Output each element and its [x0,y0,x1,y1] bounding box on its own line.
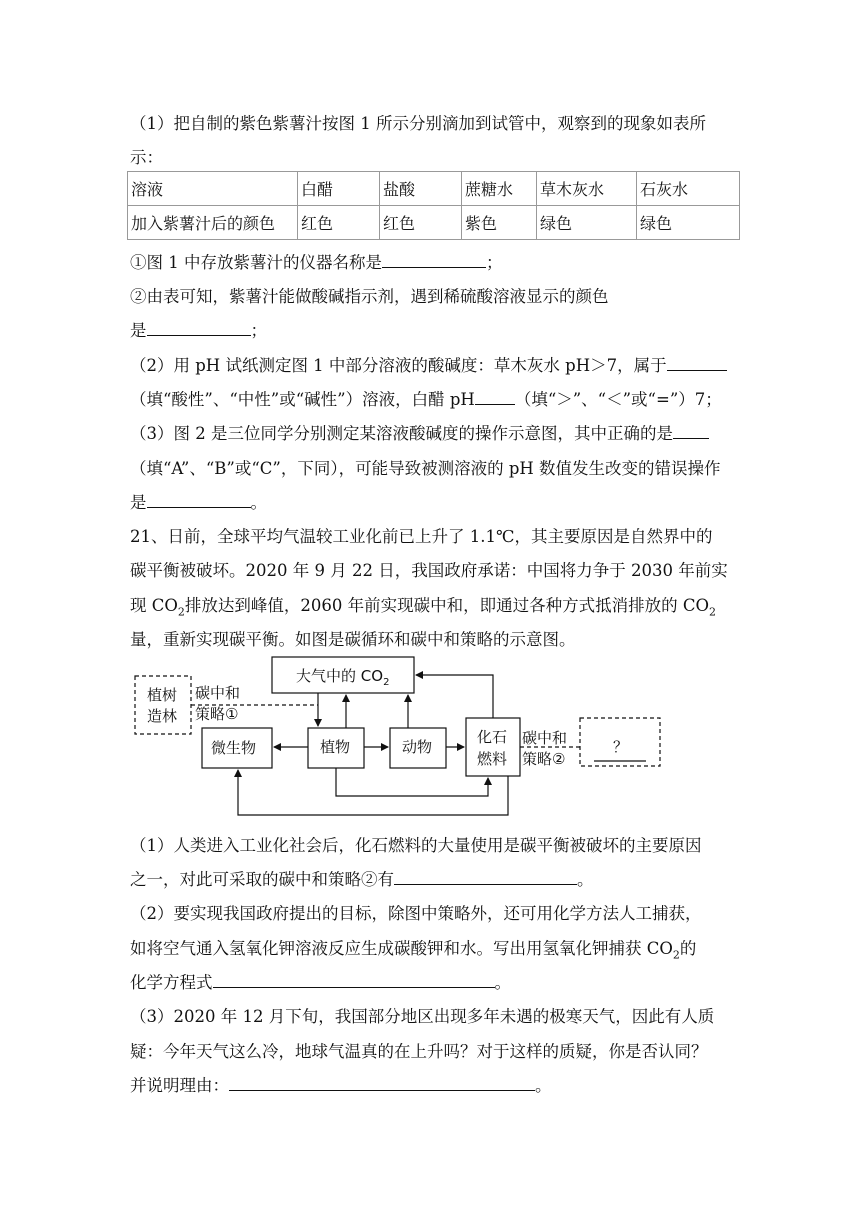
q3-line2: （填“A”、“B”或“C”，下同），可能导致被测溶液的 pH 数值发生改变的错误操作 [130,459,721,478]
a1-end: 。 [577,870,594,889]
microbes-label: 微生物 [211,739,257,757]
strategy1-label-2: 策略① [195,705,239,723]
trees-box [135,676,191,734]
table-cell: 绿色 [637,206,740,240]
a3-end: 。 [535,1076,552,1095]
a1-line2 [130,866,594,890]
strategy2-label-1: 碳中和 [522,729,568,747]
table-cell: 紫色 [462,206,537,240]
q2-text-b: （填“＞”、“＜”或“=”）7； [514,390,722,409]
q21-line4: 量，重新实现碳平衡。如图是碳循环和碳中和策略的示意图。 [130,630,576,649]
sub1-text: ①图 1 中存放紫薯汁的仪器名称是 [130,253,382,272]
answer-blank[interactable] [394,868,577,886]
sub2-text: 是 [130,321,147,340]
subscript-2: 2 [672,948,680,962]
table-cell: 白醋 [298,172,380,206]
table-cell: 盐酸 [380,172,462,206]
a3-line1: （3）2020 年 12 月下旬，我国部分地区出现多年未遇的极寒天气，因此有人质 [130,1007,715,1026]
q2-text-a: （填“酸性”、“中性”或“碱性”）溶液，白醋 pH [130,390,475,409]
answer-blank[interactable] [213,971,495,989]
atmosphere-label: 大气中的 $CO_2$ [296,667,390,688]
a2-line2 [130,935,696,961]
q21-line2: 碳平衡被破坏。2020 年 9 月 22 日，我国政府承诺：中国将力争于 2030 年前实 [130,561,728,580]
strategy2-label-2: 策略② [522,750,566,768]
a2-end: 。 [494,973,511,992]
a2-text3: 化学方程式 [130,973,213,992]
subscript-2: 2 [177,605,185,619]
a2-text-a: 如将空气通入氢氧化钾溶液反应生成碳酸钾和水。写出用氢氧化钾捕获 CO [130,939,673,958]
table-cell: 石灰水 [637,172,740,206]
a3-text3: 并说明理由： [130,1076,229,1095]
fossil-label-2: 燃料 [477,750,508,768]
q3-text: （3）图 2 是三位同学分别测定某溶液酸碱度的操作示意图，其中正确的是 [130,424,673,443]
q1-line2: 示： [130,148,163,167]
q1-line1: （1）把自制的紫色紫薯汁按图 1 所示分别滴加到试管中，观察到的现象如表所 [130,114,706,133]
plants-to-fossil-arrow [336,768,488,796]
table-cell: 加入紫薯汁后的颜色 [128,206,298,240]
a2-text-b: 的 [679,939,697,958]
table-cell: 溶液 [128,172,298,206]
animals-label: 动物 [402,738,433,756]
table-cell: 蔗糖水 [462,172,537,206]
table-cell: 红色 [380,206,462,240]
a2-line1: （2）要实现我国政府提出的目标，除图中策略外，还可用化学方法人工捕获， [130,904,702,923]
table-cell: 草木灰水 [537,172,637,206]
trees-label-2: 造林 [147,707,178,725]
q21-line1: 21、日前，全球平均气温较工业化前已上升了 1.1℃，其主要原因是自然界中的 [130,527,713,546]
answer-blank[interactable] [229,1074,535,1092]
a1-text: 之一，对此可采取的碳中和策略②有 [130,870,394,889]
sub1-end: ； [486,253,503,272]
microbes-cycle-arrow [238,770,508,815]
sub2-line1: ②由表可知，紫薯汁能做酸碱指示剂，遇到稀硫酸溶液显示的颜色 [130,287,609,306]
q3-text3: 是 [130,493,147,512]
a2-line3 [130,969,511,993]
strategy1-label-1: 碳中和 [195,684,241,702]
sub2-end: ； [250,321,267,340]
a1-line1: （1）人类进入工业化社会后，化石燃料的大量使用是碳平衡被破坏的主要原因 [130,836,702,855]
a3-line3 [130,1072,552,1096]
trees-label-1: 植树 [147,686,178,704]
q2-text: （2）用 pH 试纸测定图 1 中部分溶液的酸碱度：草木灰水 pH＞7，属于 [130,356,667,375]
q3-end: 。 [250,493,267,512]
a3-line2: 疑：今年天气这么冷，地球气温真的在上升吗？对于这样的质疑，你是否认同？ [130,1042,708,1061]
fossil-label-1: 化石 [477,728,508,746]
plants-label: 植物 [320,738,351,756]
q21-text-b: 排放达到峰值，2060 年前实现碳中和，即通过各种方式抵消排放的 CO [184,596,710,615]
table-cell: 红色 [298,206,380,240]
fossil-to-atmosphere-arrow [416,675,493,718]
q21-text-a: 现 CO [130,596,178,615]
subscript-2: 2 [709,605,717,619]
unknown-label: ？ [613,738,629,756]
table-cell: 绿色 [537,206,637,240]
